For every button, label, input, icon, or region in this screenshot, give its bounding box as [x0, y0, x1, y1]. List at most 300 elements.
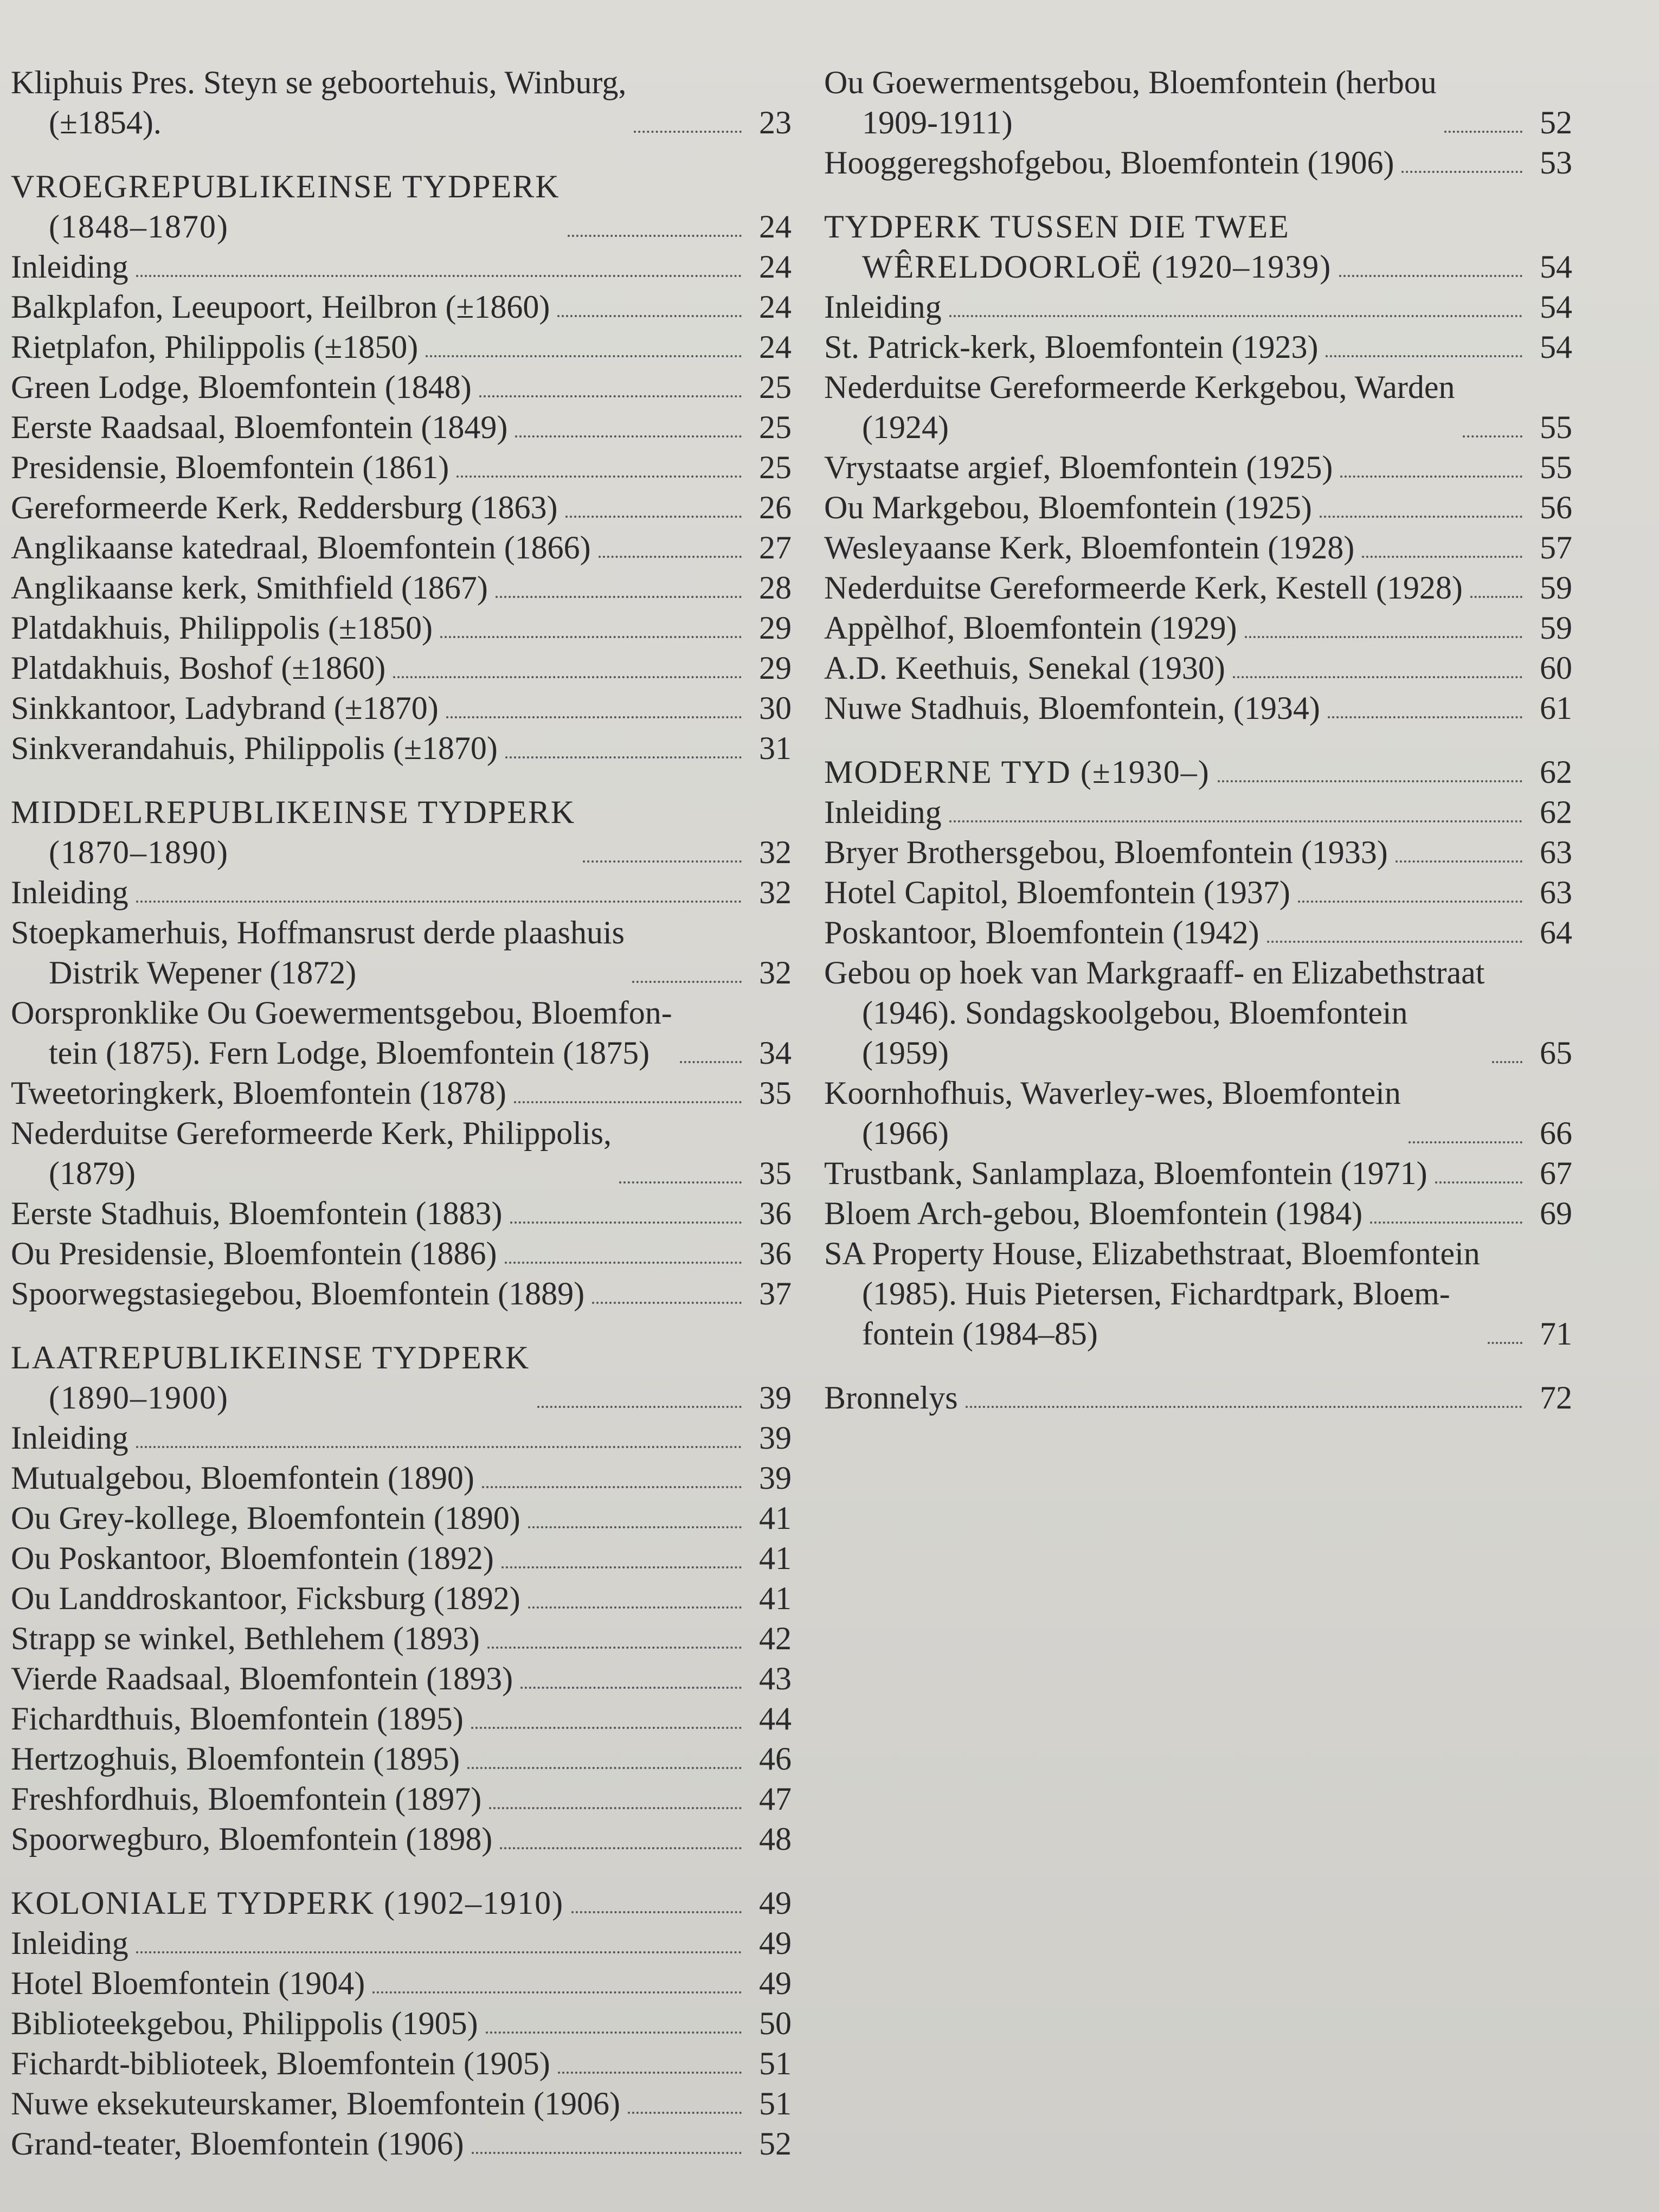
toc-entry [11, 1233, 792, 1274]
leader-dots [1218, 780, 1522, 782]
leader-dots [510, 1221, 742, 1224]
leader-dots [1444, 131, 1522, 133]
toc-entry-line: fontein (1984–85) [862, 1316, 1098, 1352]
leader-dots [1396, 860, 1522, 863]
page-number: 72 [1540, 1380, 1572, 1416]
toc-entry-line: Grand-teater, Bloemfontein (1906) [11, 2126, 464, 2162]
section-gap [11, 1314, 792, 1338]
toc-entry-line: (1985). Huis Pietersen, Fichardtpark, Bloem- [862, 1276, 1450, 1311]
toc-entry-title [824, 648, 1225, 688]
leader-dots [1320, 516, 1522, 518]
page-number: 39 [759, 1420, 792, 1456]
toc-entry-line: (1924) [862, 409, 949, 445]
page-number: 31 [759, 730, 792, 766]
page-number: 62 [1540, 754, 1572, 790]
toc-entry-title [11, 1274, 584, 1314]
section-gap [11, 1859, 792, 1883]
toc-entry [11, 528, 792, 568]
leader-dots [1326, 355, 1522, 357]
toc-entry-title [11, 1338, 530, 1418]
toc-entry-line: Tweetoringkerk, Bloemfontein (1878) [11, 1075, 506, 1111]
leader-dots [599, 556, 742, 558]
leader-dots [514, 1101, 742, 1103]
page-number: 71 [1540, 1316, 1572, 1352]
toc-entry [824, 792, 1572, 832]
leader-dots [634, 131, 742, 133]
page-number: 49 [759, 1965, 792, 2001]
toc-entry-line: Presidensie, Bloemfontein (1861) [11, 449, 449, 485]
toc-entry-title [11, 528, 591, 568]
page-number: 41 [759, 1540, 792, 1576]
page-number: 41 [759, 1500, 792, 1536]
toc-entry-line: 1909-1911) [862, 105, 1013, 140]
toc-entry-line: Inleiding [11, 874, 128, 910]
toc-entry-line: (1870–1890) [49, 834, 229, 870]
toc-entry [11, 1498, 792, 1538]
toc-entry-line: (1879) [49, 1155, 136, 1191]
leader-dots [456, 475, 742, 478]
toc-entry-line: Ou Goewermentsgebou, Bloemfontein (herbou [824, 65, 1437, 100]
toc-entry-title [824, 792, 942, 832]
toc-entry-line: Platdakhuis, Boshof (±1860) [11, 650, 386, 686]
toc-entry-line: Inleiding [11, 1925, 128, 1961]
toc-entry [11, 568, 792, 608]
leader-dots [1409, 1141, 1522, 1143]
page-number: 25 [759, 369, 792, 405]
toc-entry [11, 1963, 792, 2003]
toc-entry-line: (1959) [862, 1035, 949, 1071]
toc-entry-title [824, 568, 1463, 608]
toc-entry-line: Fichardt-biblioteek, Bloemfontein (1905) [11, 2046, 550, 2081]
page-number: 49 [759, 1925, 792, 1961]
toc-entry-line: Hooggeregshofgebou, Bloemfontein (1906) [824, 145, 1394, 181]
page-number: 32 [759, 874, 792, 910]
toc-entry-line: Inleiding [824, 794, 942, 830]
toc-entry [824, 872, 1572, 912]
toc-entry-title [11, 1963, 365, 2003]
toc-entry-title [11, 728, 498, 768]
page-number: 56 [1540, 490, 1572, 525]
page-number: 23 [759, 105, 792, 140]
page-number: 37 [759, 1276, 792, 1311]
toc-entry-title [11, 1233, 497, 1274]
leader-dots [482, 1486, 742, 1488]
page-number: 25 [759, 449, 792, 485]
toc-entry-line: (±1854). [49, 105, 162, 140]
toc-entry-title [11, 327, 418, 367]
page-number: 36 [759, 1195, 792, 1231]
toc-entry [11, 728, 792, 768]
leader-dots [1401, 171, 1522, 173]
toc-entry-title [11, 792, 575, 872]
leader-dots [966, 1406, 1522, 1408]
leader-dots [136, 1951, 742, 1953]
toc-entry-line: Ou Poskantoor, Bloemfontein (1892) [11, 1540, 494, 1576]
page-number: 27 [759, 530, 792, 565]
toc-entry [11, 1538, 792, 1578]
toc-entry-title [11, 1923, 128, 1963]
toc-section-heading [824, 207, 1572, 287]
toc-entry [11, 1923, 792, 1963]
toc-entry [11, 1779, 792, 1819]
toc-entry-line: A.D. Keethuis, Senekal (1930) [824, 650, 1225, 686]
toc-entry-line: Freshfordhuis, Bloemfontein (1897) [11, 1781, 482, 1817]
leader-dots [393, 676, 742, 678]
leader-dots [136, 1446, 742, 1448]
page-number: 53 [1540, 145, 1572, 181]
toc-entry-title [824, 832, 1388, 872]
toc-entry [11, 1819, 792, 1859]
leader-dots [489, 1807, 742, 1809]
toc-entry-line: Bryer Brothersgebou, Bloemfontein (1933) [824, 834, 1388, 870]
toc-entry [11, 327, 792, 367]
leader-dots [628, 2112, 742, 2114]
toc-right-column [824, 62, 1572, 1418]
toc-entry [824, 62, 1572, 143]
toc-entry-line: Spoorwegstasiegebou, Bloemfontein (1889) [11, 1276, 585, 1311]
page-number: 29 [759, 610, 792, 646]
page-number: 41 [759, 1580, 792, 1616]
page-number: 66 [1540, 1115, 1572, 1151]
toc-entry-title [11, 1113, 612, 1193]
leader-dots [1488, 1342, 1522, 1344]
toc-entry-line: TYDPERK TUSSEN DIE TWEE [824, 209, 1290, 245]
leader-dots [632, 981, 742, 983]
leader-dots [1362, 556, 1522, 558]
page-number: 50 [759, 2005, 792, 2041]
toc-entry-line: Anglikaanse kerk, Smithfield (1867) [11, 570, 488, 606]
page-number: 64 [1540, 915, 1572, 950]
leader-dots [446, 716, 742, 718]
page-number: 54 [1540, 249, 1572, 285]
toc-entry [824, 568, 1572, 608]
leader-dots [592, 1302, 742, 1304]
toc-entry [11, 648, 792, 688]
leader-dots [426, 355, 742, 357]
toc-entry [824, 1378, 1572, 1418]
section-gap [824, 1354, 1572, 1378]
page-number: 62 [1540, 794, 1572, 830]
leader-dots [583, 860, 742, 863]
page-number: 36 [759, 1236, 792, 1271]
leader-dots [1339, 275, 1522, 277]
toc-entry-line: MODERNE TYD (±1930–) [824, 754, 1210, 790]
toc-entry [824, 1073, 1572, 1153]
toc-entry-line: Biblioteekgebou, Philippolis (1905) [11, 2005, 478, 2041]
toc-entry-title [824, 1378, 958, 1418]
toc-entry-line: Stoepkamerhuis, Hoffmansrust derde plaashuis [11, 915, 625, 950]
toc-entry-line: Sinkverandahuis, Philippolis (±1870) [11, 730, 498, 766]
section-gap [11, 143, 792, 166]
leader-dots [505, 1262, 742, 1264]
toc-entry-title [824, 62, 1437, 143]
leader-dots [680, 1061, 742, 1063]
leader-dots [537, 1406, 742, 1408]
page-number: 35 [759, 1155, 792, 1191]
toc-entry-title [11, 1658, 513, 1699]
toc-entry-title [11, 1819, 492, 1859]
toc-entry-title [11, 648, 385, 688]
toc-entry-title [11, 872, 128, 912]
toc-entry-line: (1966) [862, 1115, 949, 1151]
leader-dots [1340, 475, 1522, 478]
leader-dots [1328, 716, 1522, 718]
page-number: 28 [759, 570, 792, 606]
toc-entry-title [11, 2043, 550, 2084]
toc-entry-line: Nuwe eksekuteurskamer, Bloemfontein (1906) [11, 2086, 620, 2121]
toc-entry [824, 912, 1572, 953]
leader-dots [505, 756, 742, 758]
toc-entry-line: WÊRELDOORLOË (1920–1939) [862, 249, 1332, 285]
page-number: 59 [1540, 570, 1572, 606]
leader-dots [1470, 596, 1522, 598]
toc-entry-title [824, 207, 1332, 287]
toc-entry [11, 912, 792, 993]
toc-entry-line: (1890–1900) [49, 1380, 229, 1416]
toc-entry-title [11, 1073, 506, 1113]
toc-entry [11, 287, 792, 327]
toc-entry-title [11, 1498, 520, 1538]
toc-entry [11, 1418, 792, 1458]
leader-dots [440, 636, 742, 638]
leader-dots [472, 2152, 742, 2154]
toc-entry-line: Nederduitse Gereformeerde Kerk, Kestell (1928) [824, 570, 1463, 606]
toc-entry [824, 608, 1572, 648]
toc-entry [11, 2043, 792, 2084]
leader-dots [501, 1566, 742, 1568]
toc-entry-line: Eerste Raadsaal, Bloemfontein (1849) [11, 409, 508, 445]
toc-entry-title [11, 62, 626, 143]
toc-entry [11, 407, 792, 447]
toc-entry-title [11, 2124, 464, 2164]
toc-entry-title [11, 166, 560, 247]
leader-dots [496, 596, 742, 598]
toc-entry [11, 2084, 792, 2124]
page-number: 46 [759, 1741, 792, 1777]
toc-entry-title [11, 568, 488, 608]
toc-entry-line: Ou Markgebou, Bloemfontein (1925) [824, 490, 1312, 525]
toc-entry-title [11, 367, 472, 407]
toc-entry [11, 1578, 792, 1618]
toc-entry-line: Hotel Capitol, Bloemfontein (1937) [824, 874, 1290, 910]
leader-dots [1245, 636, 1522, 638]
page-number: 55 [1540, 449, 1572, 485]
page-number: 24 [759, 249, 792, 285]
toc-entry-line: Ou Presidensie, Bloemfontein (1886) [11, 1236, 497, 1271]
toc-entry-title [11, 487, 558, 528]
toc-entry [824, 327, 1572, 367]
page-number: 51 [759, 2086, 792, 2121]
toc-entry-line: Rietplafon, Philippolis (±1850) [11, 329, 419, 365]
toc-entry-title [824, 143, 1394, 183]
leader-dots [949, 820, 1522, 822]
toc-entry-line: Kliphuis Pres. Steyn se geboortehuis, Winburg, [11, 65, 627, 100]
toc-entry [11, 367, 792, 407]
page-number: 52 [1540, 105, 1572, 140]
toc-section-heading [11, 1338, 792, 1418]
toc-entry [11, 1658, 792, 1699]
toc-entry-title [11, 2003, 478, 2043]
toc-entry-line: Nuwe Stadhuis, Bloemfontein, (1934) [824, 690, 1320, 726]
page-number: 47 [759, 1781, 792, 1817]
leader-dots [571, 1911, 742, 1913]
toc-entry-title [824, 367, 1455, 447]
toc-entry-line: (1848–1870) [49, 209, 229, 245]
toc-entry [824, 1233, 1572, 1354]
toc-entry [11, 1193, 792, 1233]
toc-entry [11, 2124, 792, 2164]
page-number: 30 [759, 690, 792, 726]
leader-dots [1463, 435, 1522, 438]
toc-entry-line: Appèlhof, Bloemfontein (1929) [824, 610, 1237, 646]
toc-entry-title [824, 752, 1210, 792]
toc-entry-line: Sinkkantoor, Ladybrand (±1870) [11, 690, 439, 726]
page-number: 24 [759, 329, 792, 365]
toc-entry-title [11, 1699, 464, 1739]
toc-entry-line: Fichardthuis, Bloemfontein (1895) [11, 1701, 464, 1737]
toc-entry-line: Eerste Stadhuis, Bloemfontein (1883) [11, 1195, 503, 1231]
toc-entry-line: Koornhofhuis, Waverley-wes, Bloemfontein [824, 1075, 1401, 1111]
page-number: 65 [1540, 1035, 1572, 1071]
leader-dots [471, 1727, 742, 1729]
leader-dots [557, 315, 742, 317]
page-number: 63 [1540, 874, 1572, 910]
toc-entry [824, 367, 1572, 447]
toc-entry-line: MIDDELREPUBLIKEINSE TYDPERK [11, 794, 576, 830]
toc-entry-title [11, 1578, 520, 1618]
leader-dots [136, 275, 742, 277]
toc-entry-title [11, 1883, 564, 1923]
leader-dots [528, 1606, 742, 1609]
toc-entry-line: Trustbank, Sanlamplaza, Bloemfontein (1971) [824, 1155, 1427, 1191]
leader-dots [487, 1647, 742, 1649]
toc-entry-title [824, 447, 1333, 487]
leader-dots [520, 1687, 742, 1689]
page-number: 54 [1540, 329, 1572, 365]
toc-entry-title [824, 953, 1484, 1073]
toc-entry [11, 487, 792, 528]
toc-entry-title [11, 247, 128, 287]
leader-dots [1435, 1181, 1522, 1184]
page-number: 35 [759, 1075, 792, 1111]
section-gap [824, 728, 1572, 752]
toc-entry [824, 143, 1572, 183]
toc-entry [824, 648, 1572, 688]
leader-dots [479, 395, 742, 397]
toc-entry [11, 1739, 792, 1779]
toc-entry [824, 953, 1572, 1073]
section-gap [824, 183, 1572, 207]
toc-entry-title [824, 1233, 1480, 1354]
toc-entry-title [824, 1073, 1401, 1153]
leader-dots [486, 2031, 742, 2034]
toc-entry-line: Inleiding [824, 289, 942, 325]
page-number: 52 [759, 2126, 792, 2162]
toc-entry-line: Wesleyaanse Kerk, Bloemfontein (1928) [824, 530, 1355, 565]
toc-entry-line: Ou Grey-kollege, Bloemfontein (1890) [11, 1500, 520, 1536]
toc-entry-line: Platdakhuis, Philippolis (±1850) [11, 610, 433, 646]
toc-entry-line: Balkplafon, Leeupoort, Heilbron (±1860) [11, 289, 550, 325]
toc-entry [824, 528, 1572, 568]
page-number: 32 [759, 955, 792, 991]
toc-entry [11, 247, 792, 287]
page-number: 69 [1540, 1195, 1572, 1231]
toc-entry-line: Distrik Wepener (1872) [49, 955, 357, 991]
leader-dots [1298, 901, 1522, 903]
toc-entry-line: Vierde Raadsaal, Bloemfontein (1893) [11, 1661, 513, 1696]
page-number: 26 [759, 490, 792, 525]
toc-entry-line: Gereformeerde Kerk, Reddersburg (1863) [11, 490, 558, 525]
toc-section-heading [11, 166, 792, 247]
toc-entry-line: Bronnelys [824, 1380, 958, 1416]
toc-entry-line: Anglikaanse katedraal, Bloemfontein (1866) [11, 530, 591, 565]
toc-entry-title [11, 1193, 503, 1233]
toc-entry [824, 832, 1572, 872]
page-number: 43 [759, 1661, 792, 1696]
toc-entry-line: Gebou op hoek van Markgraaff- en Elizabethstraat [824, 955, 1485, 991]
page-number: 25 [759, 409, 792, 445]
page-number: 55 [1540, 409, 1572, 445]
toc-entry-title [11, 1618, 480, 1658]
toc-entry-line: Oorspronklike Ou Goewermentsgebou, Bloemfon- [11, 995, 672, 1031]
toc-entry-line: Inleiding [11, 249, 128, 285]
toc-entry-line: Strapp se winkel, Bethlehem (1893) [11, 1621, 480, 1656]
leader-dots [528, 1526, 742, 1528]
page-number: 24 [759, 209, 792, 245]
leader-dots [1492, 1061, 1522, 1063]
page-number: 51 [759, 2046, 792, 2081]
page-number: 61 [1540, 690, 1572, 726]
leader-dots [1370, 1221, 1522, 1224]
toc-entry-line: Hertzoghuis, Bloemfontein (1895) [11, 1741, 460, 1777]
page-number: 59 [1540, 610, 1572, 646]
toc-entry [11, 2003, 792, 2043]
page-number: 57 [1540, 530, 1572, 565]
toc-section-heading [824, 752, 1572, 792]
toc-entry [11, 993, 792, 1073]
toc-entry-title [11, 2084, 620, 2124]
toc-entry-title [11, 1538, 494, 1578]
toc-entry [11, 62, 792, 143]
page-number: 44 [759, 1701, 792, 1737]
section-gap [11, 768, 792, 792]
page-number: 63 [1540, 834, 1572, 870]
toc-entry-line: Green Lodge, Bloemfontein (1848) [11, 369, 472, 405]
toc-entry-title [824, 1193, 1362, 1233]
toc-entry-line: Inleiding [11, 1420, 128, 1456]
toc-entry-title [11, 407, 507, 447]
toc-entry-title [11, 912, 625, 993]
page-number: 32 [759, 834, 792, 870]
toc-entry [824, 688, 1572, 728]
toc-entry-title [824, 872, 1290, 912]
leader-dots [372, 1991, 742, 1994]
toc-left-column [11, 62, 792, 2164]
page-number: 67 [1540, 1155, 1572, 1191]
leader-dots [558, 2072, 742, 2074]
leader-dots [949, 315, 1522, 317]
toc-entry-line: (1946). Sondagskoolgebou, Bloemfontein [862, 995, 1408, 1031]
toc-entry-line: Nederduitse Gereformeerde Kerkgebou, Warden [824, 369, 1455, 405]
toc-entry-title [11, 608, 433, 648]
leader-dots [1233, 676, 1522, 678]
toc-entry-title [824, 528, 1354, 568]
leader-dots [136, 901, 742, 903]
toc-entry-line: VROEGREPUBLIKEINSE TYDPERK [11, 169, 560, 204]
toc-entry-title [824, 287, 942, 327]
toc-entry [11, 1073, 792, 1113]
toc-entry-line: Spoorwegburo, Bloemfontein (1898) [11, 1821, 493, 1857]
